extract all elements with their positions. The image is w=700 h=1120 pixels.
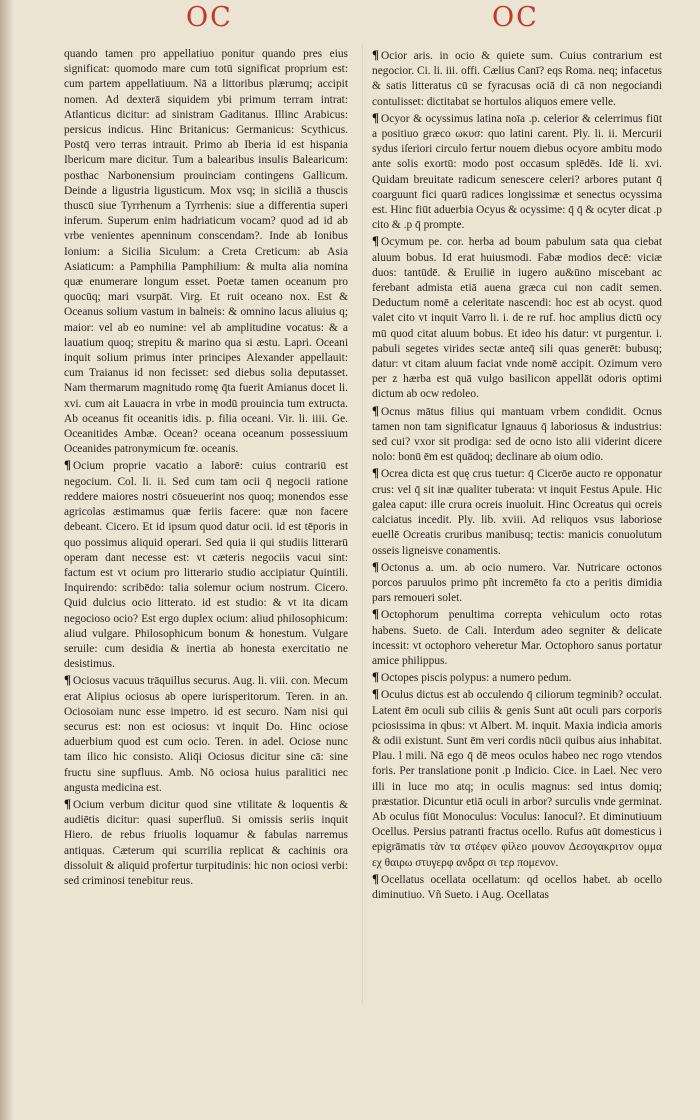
continuation-paragraph: quando tamen pro appellatiuo ponitur quando pres eius significat: quomodo mare cum totū significat proprium est: cum partem appellatiuum. Nā a littoribus plærumq; accipit nomen. Ad dexterā siquidem ybi primum terram intrat: Atlanticus dicitur: ad sinistram Gaditanus. Illinc Arabicus: persicus indicus. Hinc Britanicus: Germanicus: Scythicus. Postq̄ vero terras intrauit. Primo ab Iberia id est hispania Ibericum mare dicitur. Tum a balearibus insulis Balearicum: posthac Narbonensium prouinciam contingens Gallicum. Deinde a ligustria ligusticum. Mox vsq; in siciliā a thuscis thuscū siue Tyrrhenum a Tyrrhenis: siue a differentia superi inferum. Superum enim hadriaticum vocam? quod ad id ab vrbe venientes apenninum conscendam?. Inde ab Ionibus Ionium: a Sicilia Siculum: a Creta Creticum: ab Asia Asiaticum: a Pamphilia Pamphilium: & multa alia nomina quæ enumerare longum esset. Poetæ tamen oceanum pro quocūq; mari vsurpāt. Virg. Et ruit oceano nox. Est & Oceanus solium vastum in balneis: & omnino lacus aliuius q; maior: vel ab eo numine: vel ab amplitudine vocatus: & a lauatium quoq; strepitu & marino qua si æstu. Lapri. Oceani inquit solium primus inter principes Alexander appellauit: cum Traianus id non fecisset: sed diebus solia deputasset. Nam thermarum magnitudo romę q̄ta fuerit Amianus docet li. xvi. cum ait Lauacra in vrbe in modū prouincia tum extructa. Ab oceanus fit oceanitis idis. p. filia oceani. Vir. li. iiii. Ge. Oceanitides Ambæ. Ocean? oceana oceanum possessiuum Oceanides patronymicum fœ. oceanis. (64, 48, 348, 456)
entry-text: mātus filius qui mantuam vrbem condidit. Ocnus tamen non tam significatur Ignauus q̄ laboriosus & industrius: sed cui? vxor sit prodiga: sed de ocno isto alii viderint dicere nolo: bonū ēm est quādoq; declinare ab oium odio. (372, 405, 662, 464)
pilcrow-mark: ¶ (372, 669, 380, 685)
entry-oculus (372, 686, 662, 870)
entry-text: dicta est quę crus tuetur: q̄ Cicerōe aucto re opponatur crus: vel q̄ sit inæ qualiter tuberata: vt inquit Festus Apule. Hic galea caput: ille crura ocreis inuoluit. Hinc Ocreatus qui ocreis calciatus incedit. Ply. lib. xviii. Ad reliquos vsus laboriose euellē Ocreatis cruribus manibusq; tectis: manicis conuolutum osseis ligneisve conamentis. (372, 468, 662, 557)
entry-ocium (64, 457, 348, 672)
page-edge-shadow (0, 0, 14, 1120)
entry-text: & ocyssimus latina noīa .p. celerior & celerrimus fiūt a positiuo græco ωκυσ: quo latini carent. Ply. li. ii. Mercurii sydus iſeriori circulo fertur nouem diebus ocyore ambitu modo ante solis exortū: modo post occasum splēdēs. Idē li. xvi. Quidam breuitate radicum senescere celeri? arbores putant q̄ coarguunt fici quarū radices longissimæ et senectus ocyssima est. Hinc fiūt aduerbia Ocyus & ocyssime: q̄ q̄ & ocyter dicat .p cito & .p q̄ prompte. (372, 112, 662, 232)
pilcrow-mark: ¶ (64, 672, 72, 688)
entry-octopes (372, 669, 662, 686)
entry-text: a. um. ab ocio numero. Var. Nutricare octonos porcos paruulos primo pñt incremēto fa cto a peritis dimidia pars remoueri solet. (372, 561, 662, 605)
entry-lemma: Octopes (381, 672, 419, 685)
left-text-column (64, 47, 348, 889)
entry-text: vacuus trāquillus securus. Aug. li. viii. con. Mecum erat Alipius ociosus ab opere iurisperitorum. Teren. in an. Ociosoiam nunc esse impetro. id est securo. Nam nisi qui securus est: non est ociosus: vt inquit Do. Hinc ociose aduerbium quod est cum ocio. Teren. in adel. Ociose nunc tam ilico hic consisto. Aliq̄i Ociosus dicitur sine cā: sine fructu sine supfluus. Amb. Nō ociosa huius paralitici nec angusta medicina est. (64, 675, 348, 794)
pilcrow-mark: ¶ (372, 558, 380, 574)
entry-lemma: Ocium (73, 798, 105, 811)
entry-octonus (372, 559, 662, 607)
entry-ocyor (372, 110, 662, 234)
entry-ocrea (372, 465, 662, 558)
pilcrow-mark: ¶ (372, 402, 380, 418)
running-headword-left: OC (186, 2, 233, 33)
running-headword-right: OC (492, 2, 539, 33)
entry-text: pe. cor. herba ad boum pabulum sata qua ciebat aluum bobus. Id erat huiusmodi. Fabæ modios decē: viciæ duos: tantūdē. & Eruiliē in iugero au&ūno miscebant ac ferebant admista etiā auena græca cui non cadit semen. Deductum nomē a celeritate nascendi: hoc est ab ocyst. quod valet cito vt inquit Varro li. i. de re ruf. hoc amplius dictū ocy mū quod citat aluum bobus. Et ideo his datur: vt purgentur. i. pabuli segetes virides sectæ anteq̄ sili quas generēt: bubusq; datur: vt citam aluum faciat vnde nomē accipit. Ozimum vero per z hærba est quā vulgo basilicon appellāt odoris optimi dictum ab ocw redoleo. (372, 236, 662, 401)
entry-lemma: Octonus (381, 561, 419, 574)
entry-ocymum (372, 233, 662, 402)
entry-text: penultima correpta vehiculum octo rotas habens. Sueto. de Cali. Interdum adeo segniter & delicate incessit: vt octophoro veheretur Mar. Octophoro sanus portatur amice philippus. (372, 609, 662, 667)
entry-lemma: Ocior (381, 50, 407, 62)
pilcrow-mark: ¶ (64, 457, 72, 473)
entry-text: verbum dicitur quod sine vtilitate & loquentis & audiētis dicitur: quasi superfluū. Si omissis seriis inquit Hiero. de rebus friuolis loquamur & fabulas narremus antiquas. Cæterum qui scurrilia replicat & cachinis ora dissoluit & aliquid profertur turpitudinis: hic non ociosi verbi: sed criminosi tenebitur reus. (64, 798, 348, 887)
entry-octophorum (372, 606, 662, 669)
entry-ocnus (372, 403, 662, 466)
entry-text: dictus est ab occulendo q̄ ciliorum tegminib? occulat. Latent ēm oculi sub ciliis & genis Sunt aūt oculi pars corporis pciosissima in qbus: vt Albert. M. inquit. Maxia indicia amoris & odii existunt. Sunt ēm veri cordis nūcii quibus aius inhabitat. Plau. l mili. Nā ego q̄ dē meos oculos habeo nec rogo vtendos foris. Per translatione ponit .p Indicio. Cice. in Lael. Nec vero illi in luce mo atq; in oculis magnus: sed intus domiq; præstatior. Dicuntur etiā oculi in arbor? surculis vnde germinat. Ab oculus fiūt Monoculus: Voculus: Ianocul?. Et diminutiuum Ocellus. Persius patranti fractus ocello. Rufus aūt domesticus i epigrāmatis τὰν τα στέφεν φίλεο μουνον Δεσογακριτον ομμα εχ θαιρω στυγερφ ανδρα σι τερ πομενον. (372, 689, 662, 869)
entry-lemma: Ocyor (381, 112, 410, 125)
entry-ocellatus (372, 871, 662, 903)
entry-ocium-verbum (64, 796, 348, 889)
entry-ociosus (64, 672, 348, 796)
pilcrow-mark: ¶ (372, 109, 380, 125)
pilcrow-mark: ¶ (64, 795, 72, 811)
pilcrow-mark: ¶ (372, 870, 380, 886)
entry-text: piscis polypus: a numero pedum. (421, 672, 572, 685)
pilcrow-mark: ¶ (372, 606, 380, 622)
entry-text: aris. in ocio & quiete sum. Cuius contrarium est negocior. Ci. li. iii. offi. Cælius Canī? eqs Roma. neq; infacetus & satis litteratus cū se fyracusas ociā di cā non negociandi contulisset: dictitabat se hortulos aliquos emere velle. (372, 50, 662, 108)
entry-lemma: Oculus (381, 689, 414, 702)
entry-ocior (372, 47, 662, 110)
entry-lemma: Ocellatus (381, 873, 425, 886)
column-gutter (362, 44, 363, 1004)
pilcrow-mark: ¶ (372, 686, 380, 702)
entry-text: ocellata ocellatum: qd ocellos habet. ab ocello diminutiuo. Vñ Sueto. i Aug. Ocellatas (372, 873, 662, 901)
pilcrow-mark: ¶ (372, 465, 380, 481)
pilcrow-mark: ¶ (372, 47, 380, 62)
entry-lemma: Ocium (73, 460, 105, 473)
entry-text: proprie vacatio a laborē: cuius contrariū est negocium. Col. li. ii. Sed cum tam ocii q̄ negocii ratione reddere maiores nostri cōsueuerint nos quoq; monendos esse agricolas æstimamus quæ feriis facere: quæ non facere debeant. Cicero. Et id ipsum quod datur ocii. id est tēporis in quo possimus aliquid operari. Sed quia ii qui studiis litterarū operam dant necesse est: vt cæteris negociis vacui sint: factum est vt ocium pro litterario studio accipiatur Quintili. Inquirendo: scribēdo: talia solemur ocium nostrum. Cicero. Quid dulcius ocio litterato. id est studio: & vt ita dicam negocioso ocio? Est ergo duplex ocium: aliud philosophicum: aliud vulgare. Philosophicum bonum & honestum. Vulgare seruile: cum desidia & inertia ab honesta exercitatio ne desistimus. (64, 460, 348, 671)
entry-lemma: Ocrea (381, 468, 409, 481)
entry-lemma: Ocymum (381, 236, 424, 249)
entry-lemma: Ocnus (381, 405, 411, 418)
entry-lemma: Ociosus (73, 675, 110, 688)
entry-lemma: Octophorum (381, 609, 439, 622)
right-text-column (372, 47, 662, 903)
pilcrow-mark: ¶ (372, 233, 380, 249)
